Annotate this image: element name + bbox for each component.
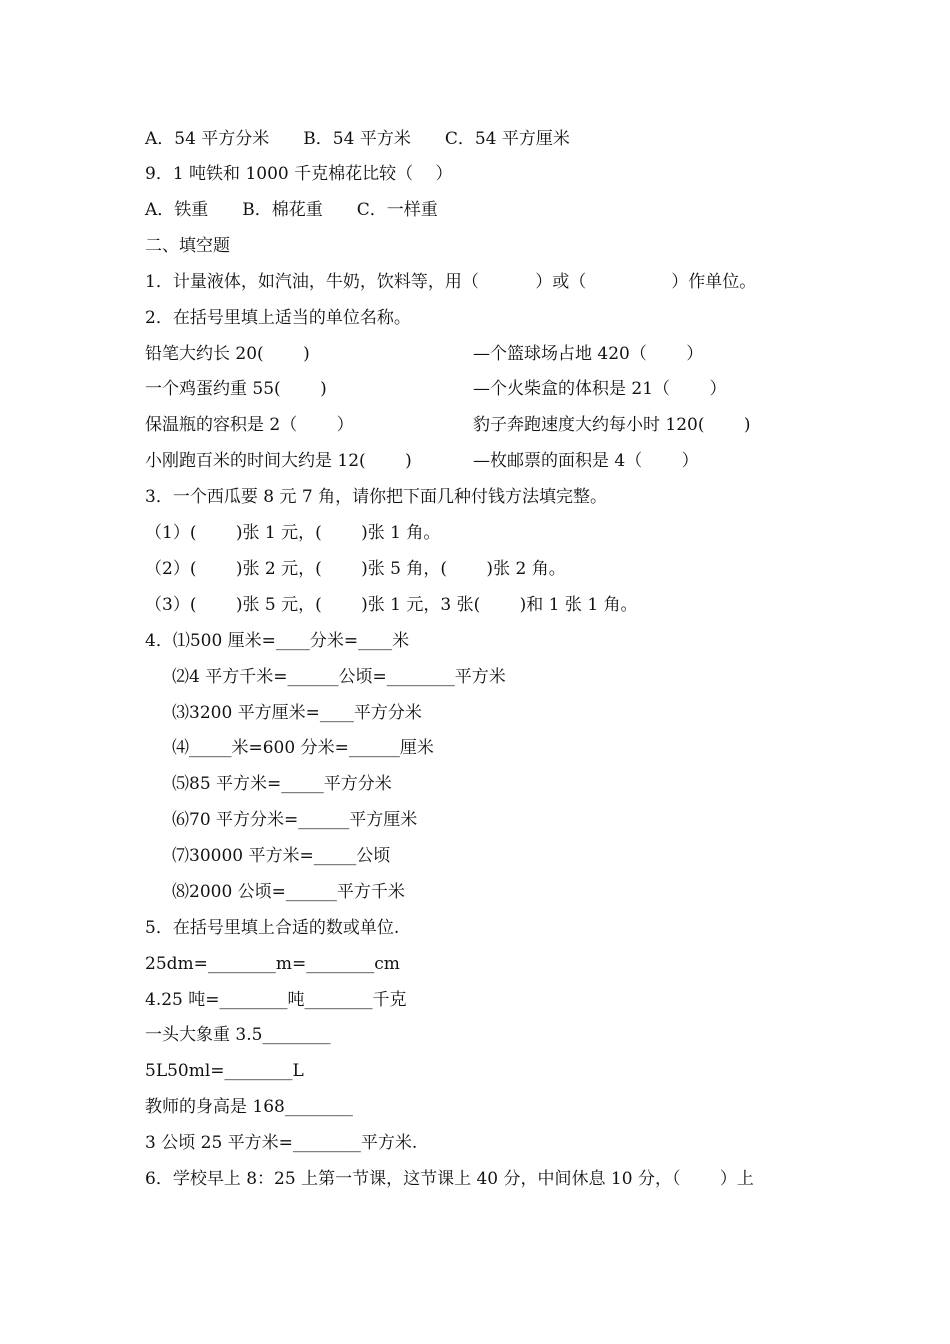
q5-title: 5．在括号里填上合适的数或单位.	[145, 918, 400, 938]
q8-options: A．54 平方分米 B．54 平方米 C．54 平方厘米	[145, 129, 570, 149]
q4-item: ⑷_____米=600 分米=______厘米	[172, 738, 434, 758]
q5-item: 一头大象重 3.5________	[145, 1025, 331, 1045]
section-heading: 二、填空题	[145, 236, 230, 256]
q4-item: ⑻2000 公顷=______平方千米	[172, 882, 405, 902]
q4-item: ⑹70 平方分米=______平方厘米	[172, 810, 418, 830]
q1-text: 1．计量液体，如汽油，牛奶，饮料等，用（ ）或（ ）作单位。	[145, 272, 757, 292]
q2-left: 小刚跑百米的时间大约是 12( )	[145, 451, 412, 471]
q4-item: ⑸85 平方米=_____平方分米	[172, 774, 392, 794]
q4-item: ⑶3200 平方厘米=____平方分米	[172, 703, 422, 723]
q2-left: 一个鸡蛋约重 55( )	[145, 379, 327, 399]
q6-text: 6．学校早上 8：25 上第一节课，这节课上 40 分，中间休息 10 分，（ ）上	[145, 1169, 754, 1189]
q2-left: 保温瓶的容积是 2（ ）	[145, 415, 354, 435]
q9-text: 9．1 吨铁和 1000 千克棉花比较（ ）	[145, 164, 453, 184]
q2-right: 豹子奔跑速度大约每小时 120( )	[473, 415, 751, 435]
q5-item: 5L50ml=________L	[145, 1061, 304, 1081]
q3-item: （3）( )张 5 元，( )张 1 元，3 张( )和 1 张 1 角。	[145, 595, 638, 615]
q2-title: 2．在括号里填上适当的单位名称。	[145, 308, 411, 328]
q3-item: （1）( )张 1 元，( )张 1 角。	[145, 523, 441, 543]
q5-item: 4.25 吨=________吨________千克	[145, 990, 407, 1010]
q4-item: ⑺30000 平方米=_____公顷	[172, 846, 391, 866]
q3-title: 3．一个西瓜要 8 元 7 角，请你把下面几种付钱方法填完整。	[145, 487, 608, 507]
q5-item: 3 公顷 25 平方米=________平方米.	[145, 1133, 418, 1153]
q5-item: 教师的身高是 168________	[145, 1097, 353, 1117]
q2-right: —枚邮票的面积是 4（ ）	[473, 451, 699, 471]
q4-title: 4．⑴500 厘米=____分米=____米	[145, 631, 410, 651]
q2-right: —个篮球场占地 420（ ）	[473, 344, 704, 364]
q5-item: 25dm=________m=________cm	[145, 954, 400, 974]
q2-right: —个火柴盒的体积是 21（ ）	[473, 379, 727, 399]
q4-item: ⑵4 平方千米=______公顷=________平方米	[172, 667, 506, 687]
q9-options: A．铁重 B．棉花重 C．一样重	[145, 200, 438, 220]
q2-left: 铅笔大约长 20( )	[145, 344, 310, 364]
q3-item: （2）( )张 2 元，( )张 5 角，( )张 2 角。	[145, 559, 566, 579]
